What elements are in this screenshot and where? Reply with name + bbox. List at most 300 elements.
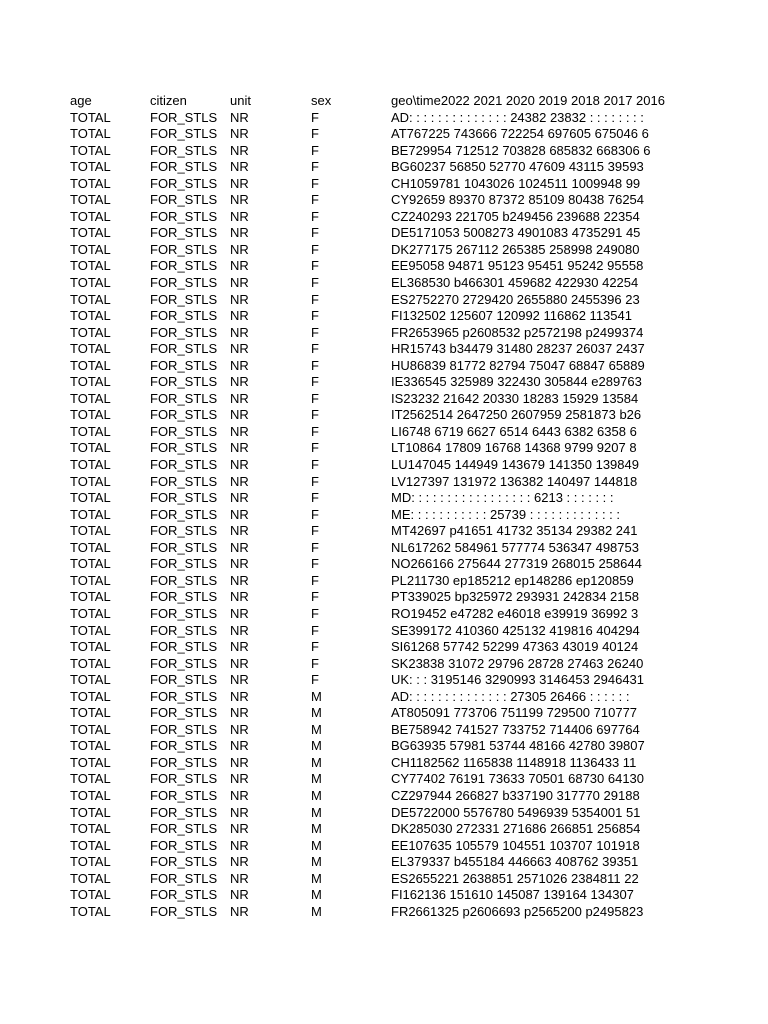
- table-row: [70, 192, 645, 209]
- cell-unit: NR: [230, 539, 249, 555]
- table-row: [70, 142, 651, 160]
- cell-sex: F: [311, 490, 319, 506]
- cell-sex: F: [311, 159, 319, 175]
- cell-unit: NR: [230, 804, 249, 820]
- table-row: [70, 440, 637, 457]
- cell-geo-values: BG60237 56850 52770 47609 43115 39593: [391, 159, 644, 175]
- cell-citizen: FOR_STLS: [150, 539, 218, 555]
- table-row: [70, 771, 645, 788]
- cell-unit: NR: [230, 639, 249, 655]
- cell-citizen: FOR_STLS: [150, 738, 218, 754]
- cell-age: TOTAL: [70, 341, 111, 357]
- cell-age: TOTAL: [70, 622, 111, 638]
- cell-age: TOTAL: [70, 605, 111, 621]
- cell-sex: F: [311, 506, 319, 522]
- cell-geo-values: AT767225 743666 722254 697605 675046 6: [391, 126, 649, 142]
- cell-sex: F: [311, 440, 319, 456]
- cell-geo-values: NO266166 275644 277319 268015 258644: [391, 556, 642, 572]
- table-row: [70, 258, 644, 275]
- cell-age: TOTAL: [70, 771, 111, 787]
- table-row: [70, 457, 639, 474]
- cell-age: TOTAL: [70, 357, 111, 373]
- cell-unit: NR: [230, 473, 249, 489]
- cell-citizen: FOR_STLS: [150, 308, 218, 324]
- cell-geo-values: CZ297944 266827 b337190 317770 29188: [391, 787, 640, 803]
- cell-unit: NR: [230, 357, 249, 373]
- cell-sex: F: [311, 357, 319, 373]
- table-row: [70, 870, 639, 888]
- cell-unit: NR: [230, 175, 249, 191]
- cell-citizen: FOR_STLS: [150, 506, 218, 522]
- cell-geo-values: LU147045 144949 143679 141350 139849: [391, 457, 639, 473]
- cell-age: TOTAL: [70, 738, 111, 754]
- column-header-citizen: citizen: [150, 93, 187, 108]
- cell-citizen: FOR_STLS: [150, 688, 218, 704]
- cell-citizen: FOR_STLS: [150, 589, 218, 605]
- cell-sex: F: [311, 622, 319, 638]
- cell-unit: NR: [230, 672, 249, 688]
- cell-geo-values: LI6748 6719 6627 6514 6443 6382 6358 6: [391, 423, 637, 439]
- cell-geo-values: RO19452 e47282 e46018 e39919 36992 3: [391, 605, 639, 621]
- cell-age: TOTAL: [70, 208, 111, 224]
- cell-citizen: FOR_STLS: [150, 126, 218, 142]
- cell-geo-values: DE5722000 5576780 5496939 5354001 51: [391, 804, 641, 820]
- column-header-unit: unit: [230, 93, 251, 108]
- cell-unit: NR: [230, 324, 249, 340]
- cell-sex: F: [311, 523, 319, 539]
- cell-sex: M: [311, 787, 322, 803]
- cell-unit: NR: [230, 738, 249, 754]
- table-row: [70, 655, 644, 673]
- cell-unit: NR: [230, 655, 249, 671]
- cell-geo-values: FI162136 151610 145087 139164 134307: [391, 887, 634, 903]
- cell-age: TOTAL: [70, 258, 111, 274]
- cell-citizen: FOR_STLS: [150, 241, 218, 257]
- column-header-sex: sex: [311, 93, 332, 108]
- cell-age: TOTAL: [70, 754, 111, 770]
- cell-citizen: FOR_STLS: [150, 159, 218, 175]
- cell-citizen: FOR_STLS: [150, 142, 218, 158]
- cell-age: TOTAL: [70, 903, 111, 919]
- cell-unit: NR: [230, 821, 249, 837]
- cell-citizen: FOR_STLS: [150, 291, 218, 307]
- cell-geo-values: CZ240293 221705 b249456 239688 22354: [391, 208, 640, 224]
- cell-unit: NR: [230, 523, 249, 539]
- cell-citizen: FOR_STLS: [150, 523, 218, 539]
- cell-sex: F: [311, 241, 319, 257]
- cell-sex: F: [311, 341, 319, 357]
- cell-unit: NR: [230, 275, 249, 291]
- cell-citizen: FOR_STLS: [150, 258, 218, 274]
- table-row: [70, 689, 632, 706]
- cell-citizen: FOR_STLS: [150, 208, 218, 224]
- cell-citizen: FOR_STLS: [150, 440, 218, 456]
- cell-geo-values: IE336545 325989 322430 305844 e289763: [391, 374, 642, 390]
- table-row: [70, 225, 641, 242]
- cell-citizen: FOR_STLS: [150, 754, 218, 770]
- cell-geo-values: CY77402 76191 73633 70501 68730 64130: [391, 771, 645, 787]
- cell-unit: NR: [230, 771, 249, 787]
- cell-unit: NR: [230, 241, 249, 257]
- cell-age: TOTAL: [70, 721, 111, 737]
- table-row: [70, 605, 639, 623]
- cell-unit: NR: [230, 490, 249, 506]
- cell-sex: F: [311, 291, 319, 307]
- cell-sex: F: [311, 473, 319, 489]
- table-row: [70, 324, 644, 342]
- cell-unit: NR: [230, 457, 249, 473]
- cell-sex: F: [311, 572, 319, 588]
- cell-geo-values: IT2562514 2647250 2607959 2581873 b26: [391, 407, 642, 423]
- header-row: [70, 93, 665, 110]
- cell-geo-values: AD: : : : : : : : : : : : : : 27305 26466 : : : : : :: [391, 688, 630, 704]
- table-row: [70, 821, 641, 838]
- cell-age: TOTAL: [70, 142, 111, 158]
- cell-citizen: FOR_STLS: [150, 423, 218, 439]
- cell-unit: NR: [230, 688, 249, 704]
- table-row: [70, 556, 642, 573]
- cell-age: TOTAL: [70, 374, 111, 390]
- cell-geo-values: CH1059781 1043026 1024511 1009948 99: [391, 175, 641, 191]
- table-row: [70, 887, 632, 904]
- table-row: [70, 126, 649, 143]
- cell-age: TOTAL: [70, 175, 111, 191]
- cell-sex: F: [311, 308, 319, 324]
- cell-geo-values: AD: : : : : : : : : : : : : : 24382 23832 : : : : : : : :: [391, 109, 644, 125]
- cell-age: TOTAL: [70, 192, 111, 208]
- cell-geo-values: MT42697 p41651 41732 35134 29382 241: [391, 523, 638, 539]
- table-row: [70, 903, 644, 921]
- cell-citizen: FOR_STLS: [150, 341, 218, 357]
- cell-citizen: FOR_STLS: [150, 473, 218, 489]
- cell-unit: NR: [230, 854, 249, 870]
- cell-citizen: FOR_STLS: [150, 275, 218, 291]
- column-header-geo-time: geo\time2022 2021 2020 2019 2018 2017 2016: [391, 93, 665, 108]
- cell-geo-values: EL368530 b466301 459682 422930 42254: [391, 275, 639, 291]
- cell-age: TOTAL: [70, 556, 111, 572]
- cell-geo-values: EE95058 94871 95123 95451 95242 95558: [391, 258, 644, 274]
- cell-citizen: FOR_STLS: [150, 490, 218, 506]
- cell-unit: NR: [230, 192, 249, 208]
- cell-age: TOTAL: [70, 589, 111, 605]
- table-row: [70, 275, 639, 292]
- cell-unit: NR: [230, 837, 249, 853]
- cell-sex: F: [311, 324, 319, 340]
- cell-geo-values: ES2752270 2729420 2655880 2455396 23: [391, 291, 640, 307]
- cell-sex: M: [311, 688, 322, 704]
- table-row: [70, 241, 640, 259]
- cell-citizen: FOR_STLS: [150, 324, 218, 340]
- cell-unit: NR: [230, 572, 249, 588]
- cell-unit: NR: [230, 291, 249, 307]
- cell-geo-values: FI132502 125607 120992 116862 113541: [391, 308, 632, 324]
- cell-unit: NR: [230, 423, 249, 439]
- cell-citizen: FOR_STLS: [150, 357, 218, 373]
- cell-unit: NR: [230, 109, 249, 125]
- cell-geo-values: ES2655221 2638851 2571026 2384811 22: [391, 870, 639, 886]
- cell-age: TOTAL: [70, 688, 111, 704]
- table-row: [70, 374, 642, 391]
- cell-age: TOTAL: [70, 390, 111, 406]
- cell-sex: F: [311, 374, 319, 390]
- cell-geo-values: HU86839 81772 82794 75047 68847 65889: [391, 357, 645, 373]
- cell-age: TOTAL: [70, 275, 111, 291]
- cell-geo-values: CY92659 89370 87372 85109 80438 76254: [391, 192, 645, 208]
- cell-sex: M: [311, 821, 322, 837]
- cell-geo-values: UK: : : 3195146 3290993 3146453 2946431: [391, 672, 645, 688]
- cell-sex: F: [311, 142, 319, 158]
- cell-citizen: FOR_STLS: [150, 705, 218, 721]
- cell-sex: F: [311, 275, 319, 291]
- cell-sex: F: [311, 390, 319, 406]
- cell-sex: F: [311, 407, 319, 423]
- cell-age: TOTAL: [70, 572, 111, 588]
- cell-unit: NR: [230, 887, 249, 903]
- cell-sex: F: [311, 109, 319, 125]
- cell-geo-values: LV127397 131972 136382 140497 144818: [391, 473, 638, 489]
- cell-unit: NR: [230, 308, 249, 324]
- cell-age: TOTAL: [70, 159, 111, 175]
- cell-sex: F: [311, 175, 319, 191]
- table-row: [70, 589, 639, 606]
- cell-geo-values: EL379337 b455184 446663 408762 39351: [391, 854, 639, 870]
- table-row: [70, 705, 638, 722]
- cell-unit: NR: [230, 258, 249, 274]
- cell-citizen: FOR_STLS: [150, 721, 218, 737]
- cell-age: TOTAL: [70, 639, 111, 655]
- cell-citizen: FOR_STLS: [150, 672, 218, 688]
- cell-sex: F: [311, 589, 319, 605]
- cell-citizen: FOR_STLS: [150, 837, 218, 853]
- table-row: [70, 159, 644, 176]
- spreadsheet: [70, 93, 665, 920]
- cell-geo-values: HR15743 b34479 31480 28237 26037 2437: [391, 341, 645, 357]
- cell-sex: M: [311, 771, 322, 787]
- cell-sex: M: [311, 870, 322, 886]
- table-row: [70, 357, 645, 375]
- cell-sex: M: [311, 837, 322, 853]
- cell-unit: NR: [230, 605, 249, 621]
- table-row: [70, 721, 640, 739]
- cell-age: TOTAL: [70, 324, 111, 340]
- cell-geo-values: EE107635 105579 104551 103707 101918: [391, 837, 640, 853]
- cell-unit: NR: [230, 705, 249, 721]
- cell-geo-values: DK277175 267112 265385 258998 249080: [391, 241, 640, 257]
- table-row: [70, 507, 632, 524]
- cell-citizen: FOR_STLS: [150, 639, 218, 655]
- cell-citizen: FOR_STLS: [150, 787, 218, 803]
- table-row: [70, 804, 641, 822]
- cell-age: TOTAL: [70, 473, 111, 489]
- cell-geo-values: BE729954 712512 703828 685832 668306 6: [391, 142, 651, 158]
- cell-citizen: FOR_STLS: [150, 390, 218, 406]
- cell-citizen: FOR_STLS: [150, 771, 218, 787]
- cell-age: TOTAL: [70, 672, 111, 688]
- cell-geo-values: SK23838 31072 29796 28728 27463 26240: [391, 655, 644, 671]
- cell-citizen: FOR_STLS: [150, 109, 218, 125]
- cell-geo-values: CH1182562 1165838 1148918 1136433 11: [391, 754, 637, 770]
- cell-unit: NR: [230, 721, 249, 737]
- table-row: [70, 573, 632, 590]
- cell-unit: NR: [230, 208, 249, 224]
- cell-age: TOTAL: [70, 423, 111, 439]
- cell-unit: NR: [230, 754, 249, 770]
- cell-citizen: FOR_STLS: [150, 887, 218, 903]
- cell-geo-values: PL211730 ep185212 ep148286 ep120859: [391, 572, 634, 588]
- cell-citizen: FOR_STLS: [150, 903, 218, 919]
- cell-sex: F: [311, 423, 319, 439]
- cell-age: TOTAL: [70, 854, 111, 870]
- cell-geo-values: MD: : : : : : : : : : : : : : : : : 6213 : : : : : : :: [391, 490, 614, 506]
- cell-age: TOTAL: [70, 490, 111, 506]
- table-row: [70, 639, 639, 656]
- table-row: [70, 423, 637, 441]
- cell-sex: F: [311, 225, 319, 241]
- table-row: [70, 473, 638, 491]
- cell-citizen: FOR_STLS: [150, 175, 218, 191]
- cell-age: TOTAL: [70, 787, 111, 803]
- cell-age: TOTAL: [70, 523, 111, 539]
- table-row: [70, 208, 640, 226]
- cell-unit: NR: [230, 589, 249, 605]
- cell-unit: NR: [230, 374, 249, 390]
- table-row: [70, 787, 640, 805]
- table-row: [70, 622, 640, 640]
- table-row: [70, 291, 640, 309]
- cell-sex: F: [311, 208, 319, 224]
- cell-unit: NR: [230, 407, 249, 423]
- cell-geo-values: BE758942 741527 733752 714406 697764: [391, 721, 640, 737]
- table-row: [70, 490, 632, 507]
- cell-age: TOTAL: [70, 804, 111, 820]
- cell-citizen: FOR_STLS: [150, 804, 218, 820]
- cell-geo-values: PT339025 bp325972 293931 242834 2158: [391, 589, 639, 605]
- cell-geo-values: DK285030 272331 271686 266851 256854: [391, 821, 641, 837]
- cell-age: TOTAL: [70, 887, 111, 903]
- cell-sex: F: [311, 655, 319, 671]
- cell-age: TOTAL: [70, 126, 111, 142]
- cell-geo-values: DE5171053 5008273 4901083 4735291 45: [391, 225, 641, 241]
- cell-age: TOTAL: [70, 241, 111, 257]
- cell-unit: NR: [230, 142, 249, 158]
- cell-age: TOTAL: [70, 870, 111, 886]
- cell-age: TOTAL: [70, 506, 111, 522]
- cell-citizen: FOR_STLS: [150, 192, 218, 208]
- cell-sex: M: [311, 804, 322, 820]
- table-row: [70, 390, 639, 408]
- cell-sex: M: [311, 754, 322, 770]
- cell-citizen: FOR_STLS: [150, 605, 218, 621]
- cell-sex: F: [311, 258, 319, 274]
- cell-unit: NR: [230, 440, 249, 456]
- cell-age: TOTAL: [70, 440, 111, 456]
- cell-unit: NR: [230, 341, 249, 357]
- cell-sex: M: [311, 887, 322, 903]
- cell-sex: F: [311, 639, 319, 655]
- table-row: [70, 175, 641, 193]
- cell-unit: NR: [230, 225, 249, 241]
- table-row: [70, 407, 642, 424]
- cell-geo-values: SI61268 57742 52299 47363 43019 40124: [391, 639, 639, 655]
- cell-citizen: FOR_STLS: [150, 556, 218, 572]
- table-row: [70, 109, 644, 127]
- cell-age: TOTAL: [70, 308, 111, 324]
- cell-sex: F: [311, 539, 319, 555]
- cell-unit: NR: [230, 787, 249, 803]
- table-row: [70, 837, 640, 855]
- cell-age: TOTAL: [70, 109, 111, 125]
- cell-unit: NR: [230, 903, 249, 919]
- cell-citizen: FOR_STLS: [150, 870, 218, 886]
- cell-unit: NR: [230, 390, 249, 406]
- cell-age: TOTAL: [70, 705, 111, 721]
- cell-geo-values: FR2653965 p2608532 p2572198 p2499374: [391, 324, 644, 340]
- table-body: [70, 109, 651, 921]
- cell-geo-values: BG63935 57981 53744 48166 42780 39807: [391, 738, 645, 754]
- cell-citizen: FOR_STLS: [150, 225, 218, 241]
- cell-geo-values: LT10864 17809 16768 14368 9799 9207 8: [391, 440, 637, 456]
- cell-sex: M: [311, 705, 322, 721]
- table-row: [70, 523, 638, 540]
- cell-sex: F: [311, 605, 319, 621]
- cell-age: TOTAL: [70, 821, 111, 837]
- cell-geo-values: IS23232 21642 20330 18283 15929 13584: [391, 390, 639, 406]
- column-header-age: age: [70, 93, 92, 108]
- cell-citizen: FOR_STLS: [150, 854, 218, 870]
- cell-age: TOTAL: [70, 837, 111, 853]
- table-row: [70, 754, 637, 772]
- cell-citizen: FOR_STLS: [150, 622, 218, 638]
- table-row: [70, 308, 632, 325]
- cell-geo-values: SE399172 410360 425132 419816 404294: [391, 622, 640, 638]
- cell-sex: F: [311, 192, 319, 208]
- cell-citizen: FOR_STLS: [150, 572, 218, 588]
- cell-citizen: FOR_STLS: [150, 655, 218, 671]
- cell-geo-values: FR2661325 p2606693 p2565200 p2495823: [391, 903, 644, 919]
- cell-sex: M: [311, 721, 322, 737]
- cell-geo-values: NL617262 584961 577774 536347 498753: [391, 539, 639, 555]
- cell-age: TOTAL: [70, 291, 111, 307]
- cell-sex: M: [311, 854, 322, 870]
- cell-age: TOTAL: [70, 457, 111, 473]
- cell-sex: M: [311, 738, 322, 754]
- cell-age: TOTAL: [70, 539, 111, 555]
- cell-age: TOTAL: [70, 407, 111, 423]
- table-row: [70, 341, 645, 358]
- cell-unit: NR: [230, 622, 249, 638]
- table-row: [70, 738, 645, 755]
- cell-sex: M: [311, 903, 322, 919]
- cell-sex: F: [311, 457, 319, 473]
- cell-citizen: FOR_STLS: [150, 821, 218, 837]
- cell-unit: NR: [230, 870, 249, 886]
- table-row: [70, 854, 639, 871]
- cell-age: TOTAL: [70, 225, 111, 241]
- cell-citizen: FOR_STLS: [150, 457, 218, 473]
- cell-unit: NR: [230, 506, 249, 522]
- cell-unit: NR: [230, 159, 249, 175]
- cell-citizen: FOR_STLS: [150, 407, 218, 423]
- cell-age: TOTAL: [70, 655, 111, 671]
- cell-sex: F: [311, 672, 319, 688]
- table-row: [70, 672, 645, 689]
- table-row: [70, 539, 639, 557]
- cell-unit: NR: [230, 126, 249, 142]
- cell-citizen: FOR_STLS: [150, 374, 218, 390]
- cell-geo-values: ME: : : : : : : : : : : 25739 : : : : : : : : : : : : :: [391, 506, 621, 522]
- cell-geo-values: AT805091 773706 751199 729500 710777: [391, 705, 638, 721]
- cell-sex: F: [311, 126, 319, 142]
